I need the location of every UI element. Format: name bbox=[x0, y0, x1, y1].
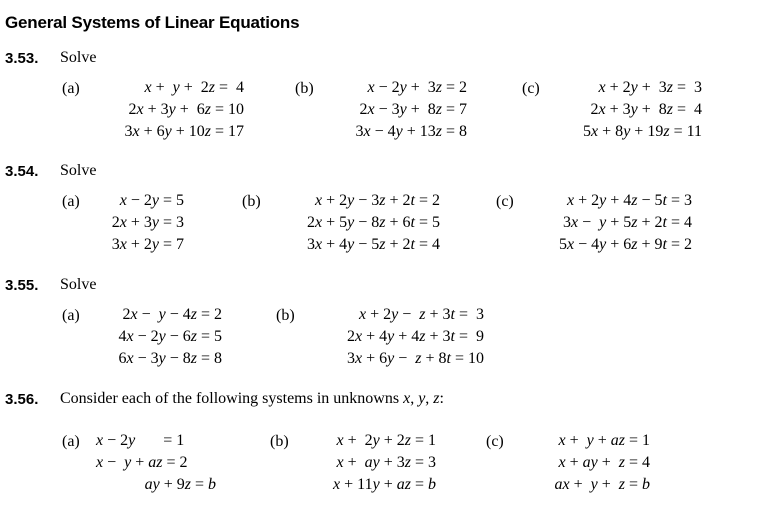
part-label: (a) bbox=[62, 307, 80, 324]
equation-line: 3x − 4y + 13z = 8 bbox=[355, 123, 467, 140]
equation-line: x − 2y + 3z = 2 bbox=[367, 79, 467, 96]
equation-system bbox=[530, 190, 692, 256]
equation-line: x + y + az = 1 bbox=[558, 432, 650, 449]
part-label: (c) bbox=[496, 193, 514, 210]
problem-prompt: Solve bbox=[60, 276, 97, 293]
equation-system bbox=[557, 77, 702, 143]
equation-system bbox=[306, 430, 436, 496]
equation-line: x + 2y + 3z = 3 bbox=[598, 79, 702, 96]
equation-line: x + 11y + az = b bbox=[333, 476, 436, 493]
equation-line: 4x − 2y − 6z = 5 bbox=[118, 328, 222, 345]
equation-line: ax + y + z = b bbox=[554, 476, 650, 493]
problem-number: 3.55. bbox=[5, 277, 39, 294]
equation-line: 3x + 2y = 7 bbox=[111, 236, 184, 253]
equation-system bbox=[96, 190, 184, 256]
part-label: (a) bbox=[62, 80, 80, 97]
equation-line: 5x + 8y + 19z = 11 bbox=[583, 123, 702, 140]
equation-line: 2x + 5y − 8z + 6t = 5 bbox=[306, 214, 440, 231]
equation-line: 5x − 4y + 6z + 9t = 2 bbox=[558, 236, 692, 253]
equation-line: 2x − 3y + 8z = 7 bbox=[359, 101, 467, 118]
problem-prompt: Solve bbox=[60, 49, 97, 66]
equation-line: x + 2y − 3z + 2t = 2 bbox=[314, 192, 440, 209]
problem-prompt: Solve bbox=[60, 162, 97, 179]
equation-line: x − 2y = 1 bbox=[96, 432, 185, 449]
equation-line: ay + 9z = b bbox=[144, 476, 216, 493]
part-label: (b) bbox=[270, 433, 289, 450]
problem-number: 3.56. bbox=[5, 391, 39, 408]
equation-line: x + 2y + 2z = 1 bbox=[336, 432, 436, 449]
part-label: (b) bbox=[242, 193, 261, 210]
equation-system bbox=[96, 430, 216, 496]
equation-line: 2x + 3y + 8z = 4 bbox=[590, 101, 702, 118]
equation-line: x − 2y = 5 bbox=[119, 192, 184, 209]
part-label: (a) bbox=[62, 433, 80, 450]
equation-system bbox=[96, 304, 222, 370]
problem-number: 3.54. bbox=[5, 163, 39, 180]
section-heading: General Systems of Linear Equations bbox=[5, 13, 300, 32]
part-label: (b) bbox=[276, 307, 295, 324]
part-label: (a) bbox=[62, 193, 80, 210]
equation-line: x + ay + z = 4 bbox=[558, 454, 650, 471]
equation-line: 3x + 6y − z + 8t = 10 bbox=[346, 350, 484, 367]
equation-line: 3x − y + 5z + 2t = 4 bbox=[562, 214, 692, 231]
equation-system bbox=[332, 77, 467, 143]
equation-line: x − y + az = 2 bbox=[96, 454, 188, 471]
equation-line: x + ay + 3z = 3 bbox=[336, 454, 436, 471]
equation-line: 3x + 6y + 10z = 17 bbox=[124, 123, 244, 140]
part-label: (c) bbox=[522, 80, 540, 97]
equation-system bbox=[312, 304, 484, 370]
part-label: (b) bbox=[295, 80, 314, 97]
equation-line: 2x + 3y + 6z = 10 bbox=[128, 101, 244, 118]
equation-line: x + 2y + 4z − 5t = 3 bbox=[566, 192, 692, 209]
equation-line: 2x + 4y + 4z + 3t = 9 bbox=[346, 328, 484, 345]
equation-line: 2x + 3y = 3 bbox=[111, 214, 184, 231]
equation-line: 3x + 4y − 5z + 2t = 4 bbox=[306, 236, 440, 253]
equation-line: x + y + 2z = 4 bbox=[144, 79, 244, 96]
equation-line: 2x − y − 4z = 2 bbox=[122, 306, 222, 323]
equation-line: 6x − 3y − 8z = 8 bbox=[118, 350, 222, 367]
equation-system bbox=[278, 190, 440, 256]
problem-prompt: Consider each of the following systems in unknowns x, y, z: bbox=[60, 390, 444, 407]
part-label: (c) bbox=[486, 433, 504, 450]
equation-system bbox=[96, 77, 244, 143]
equation-system bbox=[522, 430, 650, 496]
equation-line: x + 2y − z + 3t = 3 bbox=[358, 306, 484, 323]
problem-number: 3.53. bbox=[5, 50, 39, 67]
